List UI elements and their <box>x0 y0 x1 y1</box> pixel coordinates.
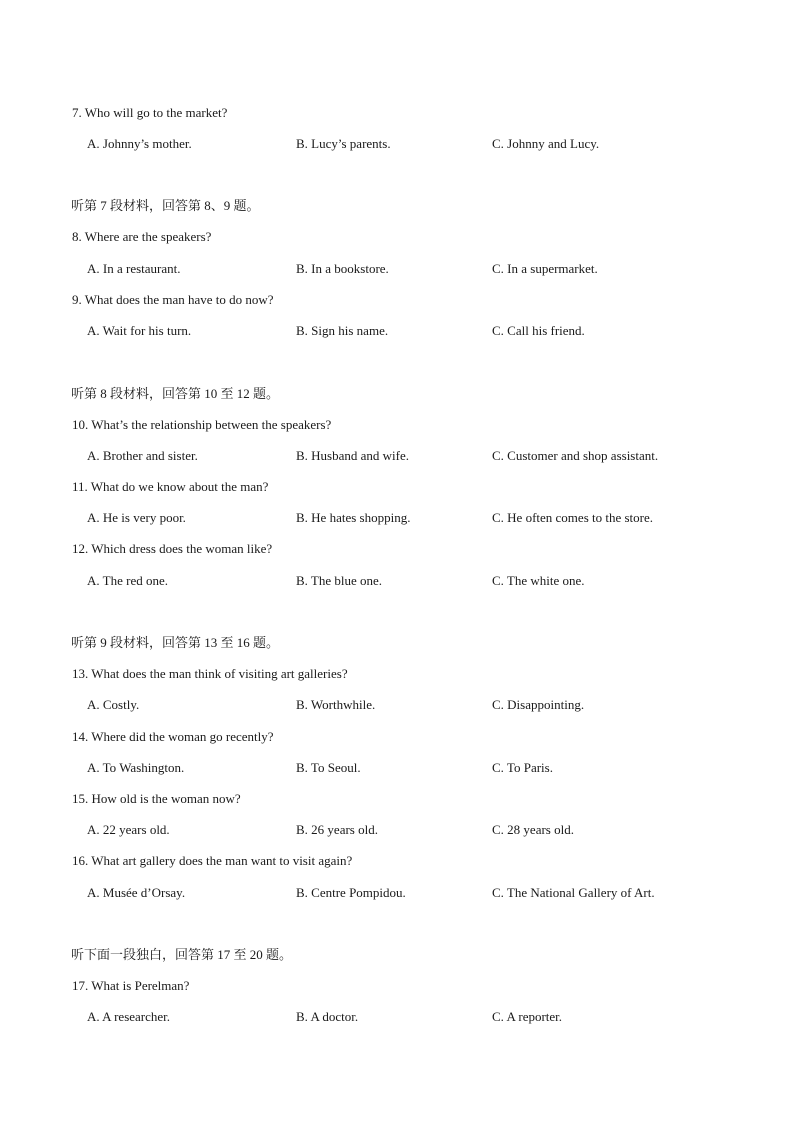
option-12a: A. The red one. <box>87 573 168 588</box>
option-16b: B. Centre Pompidou. <box>296 885 406 900</box>
option-9c: C. Call his friend. <box>492 323 585 338</box>
option-10c: C. Customer and shop assistant. <box>492 448 659 463</box>
option-10b: B. Husband and wife. <box>296 448 410 463</box>
question-14: 14. Where did the woman go recently? <box>72 729 274 744</box>
option-17c: C. A reporter. <box>492 1009 563 1024</box>
option-14a: A. To Washington. <box>87 760 185 775</box>
option-16c: C. The National Gallery of Art. <box>492 885 655 900</box>
question-8: 8. Where are the speakers? <box>72 229 212 244</box>
option-13b: B. Worthwhile. <box>296 697 376 712</box>
option-11a: A. He is very poor. <box>87 510 186 525</box>
question-7: 7. Who will go to the market? <box>72 105 228 120</box>
option-11c: C. He often comes to the store. <box>492 510 654 525</box>
option-17b: B. A doctor. <box>296 1009 359 1024</box>
option-8b: B. In a bookstore. <box>296 261 389 276</box>
option-14b: B. To Seoul. <box>296 760 361 775</box>
option-10a: A. Brother and sister. <box>87 448 198 463</box>
option-16a: A. Musée d’Orsay. <box>87 885 186 900</box>
question-15: 15. How old is the woman now? <box>72 791 241 806</box>
question-10: 10. What’s the relationship between the speakers? <box>72 417 332 432</box>
option-15c: C. 28 years old. <box>492 822 574 837</box>
option-12b: B. The blue one. <box>296 573 383 588</box>
option-7b: B. Lucy’s parents. <box>296 136 391 151</box>
option-11b: B. He hates shopping. <box>296 510 411 525</box>
option-9a: A. Wait for his turn. <box>87 323 192 338</box>
option-15b: B. 26 years old. <box>296 822 378 837</box>
option-13a: A. Costly. <box>87 697 140 712</box>
section-heading-9: 听第 9 段材料，回答第 13 至 16 题。 <box>71 635 280 650</box>
question-11: 11. What do we know about the man? <box>72 479 269 494</box>
question-13: 13. What does the man think of visiting art galleries? <box>72 666 348 681</box>
section-heading-monologue: 听下面一段独白，回答第 17 至 20 题。 <box>71 947 293 962</box>
section-heading-7: 听第 7 段材料，回答第 8、9 题。 <box>71 198 260 213</box>
option-13c: C. Disappointing. <box>492 697 585 712</box>
option-8c: C. In a supermarket. <box>492 261 598 276</box>
option-8a: A. In a restaurant. <box>87 261 181 276</box>
question-9: 9. What does the man have to do now? <box>72 292 274 307</box>
option-14c: C. To Paris. <box>492 760 553 775</box>
question-12: 12. Which dress does the woman like? <box>72 541 273 556</box>
option-15a: A. 22 years old. <box>87 822 170 837</box>
question-16: 16. What art gallery does the man want to visit again? <box>72 853 353 868</box>
option-17a: A. A researcher. <box>87 1009 171 1024</box>
question-17: 17. What is Perelman? <box>72 978 190 993</box>
section-heading-8: 听第 8 段材料，回答第 10 至 12 题。 <box>71 386 280 401</box>
option-7c: C. Johnny and Lucy. <box>492 136 600 151</box>
option-12c: C. The white one. <box>492 573 585 588</box>
option-7a: A. Johnny’s mother. <box>87 136 192 151</box>
option-9b: B. Sign his name. <box>296 323 389 338</box>
